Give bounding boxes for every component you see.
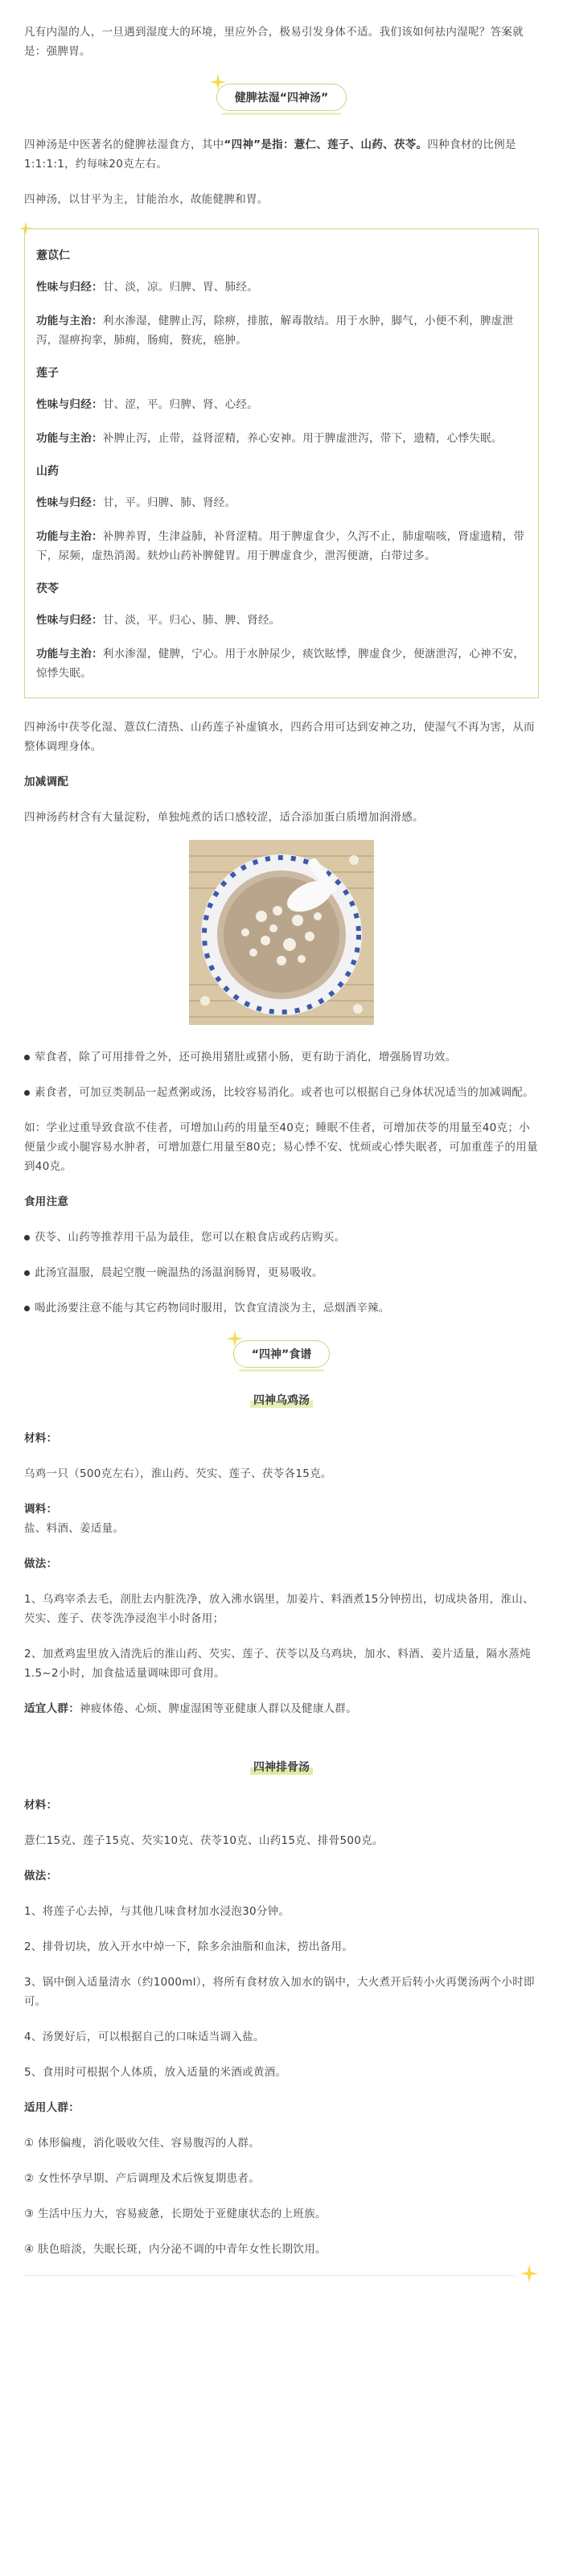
sishen-intro-bold: “四神”是指：薏仁、莲子、山药、茯苓。 [224,138,428,151]
suitable-item: ① 体形偏瘦，消化吸收欠佳、容易腹泻的人群。 [24,2137,260,2150]
section-title-wrap [24,1340,539,1368]
method-step: 4、汤煲好后，可以根据自己的口味适当调入盐。 [24,2031,265,2043]
bullet-item [24,1083,539,1102]
nature-label: 性味与归经： [36,496,103,509]
bullet-item [24,1263,539,1282]
method-step: 1、将莲子心去掉，与其他几味食材加水浸泡30分钟。 [24,1905,290,1918]
bullet-item [24,1047,539,1067]
section-title-capsule [216,84,347,111]
nature-label: 性味与归经： [36,281,103,294]
suitable-label: 适用人群： [24,2101,80,2114]
method-label: 做法： [24,1558,58,1570]
nature-label: 性味与归经： [36,398,103,411]
addition-text: 四神汤药材含有大量淀粉，单独炖煮的话口感较涩，适合添加蛋白质增加润滑感。 [24,811,424,824]
materials-text: 薏仁15克、莲子15克、芡实10克、茯苓10克、山药15克、排骨500克。 [24,1834,384,1847]
method-step: 2、加煮鸡盅里放入清洗后的淮山药、芡实、莲子、茯苓以及乌鸡块，加水、料酒、姜片适量，隔水蒸炖1.5~2小时，加食盐适量调味即可食用。 [24,1648,531,1680]
function-text: 利水渗湿，健脾，宁心。用于水肿尿少，痰饮眩悸，脾虚食少，便溏泄泻，心神不安，惊悸失眠。 [36,648,525,680]
suitable-text: 神疲体倦、心烦、脾虚湿困等亚健康人群以及健康人群。 [80,1702,357,1715]
bullet-dot [24,1270,30,1276]
nature-text: 甘，平。归脾、肺、肾经。 [102,496,236,509]
herb-name: 莲子 [36,367,59,380]
suitable-item: ② 女性怀孕早期、产后调理及术后恢复期患者。 [24,2172,260,2185]
dosage-note: 如：学业过重导致食欲不佳者，可增加山药的用量至40克；睡眠不佳者，可增加茯苓的用量至40克；小便量少或小腿容易水肿者，可增加薏仁用量至80克；易心悸不安、忧烦或心悸失眠者，可加重莲子的用量到40克。 [24,1121,538,1173]
title-underline [222,113,341,115]
sparkle-icon [520,2264,539,2283]
sishen-intro [24,135,539,174]
article [24,0,539,2291]
herb-section [36,247,527,350]
nature-text: 甘、淡，凉。归脾、胃、肺经。 [102,281,259,294]
bullet-item [24,1298,539,1318]
soup-bowl-illustration [189,840,374,1025]
bullet-dot [24,1306,30,1311]
soup-image-wrap [24,840,539,1025]
herb-function [36,527,527,566]
sparkle-icon [226,1330,244,1348]
sishen-p2: 四神汤，以甘平为主，甘能治水，故能健脾和胃。 [24,193,269,206]
bullet-dot [24,1235,30,1241]
herb-nature [36,493,527,512]
suitable-paragraph [24,1699,539,1718]
sishen-intro-suffix: 四种食材的比例是1:1:1:1，约每味20克左右。 [24,138,516,171]
bullet-text: 荤食者，除了可用排骨之外，还可换用猪肚或猪小肠，更有助于消化，增强肠胃功效。 [35,1051,457,1064]
method-label: 做法： [24,1870,58,1883]
method-step: 5、食用时可根据个人体质，放入适量的米酒或黄酒。 [24,2066,287,2079]
nature-text: 甘、涩，平。归脾、肾、心经。 [102,398,259,411]
soup-bowl-photo [189,840,374,1025]
recipe-title: 四神排骨汤 [250,1759,313,1775]
function-label: 功能与主治： [36,530,103,543]
herb-info-box [24,228,539,698]
nature-label: 性味与归经： [36,614,103,627]
function-label: 功能与主治： [36,315,103,327]
bullet-dot [24,1090,30,1096]
sparkle-icon [209,73,227,91]
section-title-capsule [233,1340,330,1368]
function-label: 功能与主治： [36,648,103,660]
suitable-item: ④ 肤色暗淡，失眠长斑，内分泌不调的中青年女性长期饮用。 [24,2243,327,2256]
method-step: 2、排骨切块，放入开水中焯一下，除多余油脂和血沫，捞出备用。 [24,1940,354,1953]
section-title: “四神”食谱 [251,1348,312,1361]
section-title-wrap [24,84,539,111]
herb-nature [36,611,527,630]
herb-name: 山药 [36,465,59,478]
recipe-title: 四神乌鸡汤 [250,1392,313,1408]
herb-section [36,580,527,683]
function-text: 补脾养胃，生津益肺，补肾涩精。用于脾虚食少，久泻不止，肺虚喘咳，肾虚遗精，带下，尿频，虚热消渴。麸炒山药补脾健胃。用于脾虚食少，泄泻便溏，白带过多。 [36,530,525,562]
bullet-text: 喝此汤要注意不能与其它药物同时服用，饮食宜清淡为主，忌烟酒辛辣。 [35,1302,390,1315]
sishen-intro-prefix: 四神汤是中医著名的健脾祛湿食方，其中 [24,138,224,151]
nature-text: 甘、淡，平。归心、肺、脾、肾经。 [102,614,281,627]
bullet-item [24,1228,539,1247]
herb-nature [36,395,527,414]
function-text: 补脾止泻，止带，益肾涩精，养心安神。用于脾虚泄泻，带下，遗精，心悸失眠。 [102,432,503,445]
materials-label: 材料： [24,1799,58,1812]
materials-text: 乌鸡一只（500克左右），淮山药、芡实、莲子、茯苓各15克。 [24,1467,332,1480]
bullet-text: 素食者，可加豆类制品一起煮粥或汤，比较容易消化。或者也可以根据自己身体状况适当的加减调配。 [35,1086,534,1099]
function-text: 利水渗湿，健脾止泻，除痹，排脓，解毒散结。用于水肿，脚气，小便不利，脾虚泄泻，湿痹拘挛，肺痈，肠痈，赘疣，癌肿。 [36,315,514,347]
recipe-title-wrap [24,1392,539,1408]
suitable-label: 适宜人群： [24,1702,80,1715]
herb-section [36,463,527,566]
bullet-text: 此汤宜温服，晨起空腹一碗温热的汤温润肠胃，更易吸收。 [35,1266,323,1279]
function-label: 功能与主治： [36,432,103,445]
suitable-item: ③ 生活中压力大，容易疲惫，长期处于亚健康状态的上班族。 [24,2208,327,2220]
footer-area [24,2259,539,2291]
herb-name: 薏苡仁 [36,249,70,262]
herb-function [36,644,527,683]
method-step: 1、乌鸡宰杀去毛，剖肚去内脏洗净，放入沸水锅里，加姜片、料酒煮15分钟捞出，切成块备用，淮山、芡实、莲子、茯苓洗净浸泡半小时备用； [24,1593,534,1625]
sparkle-icon [18,221,33,236]
materials-label: 材料： [24,1432,58,1445]
footer-divider [24,2275,515,2276]
bullet-text: 茯苓、山药等推荐用干品为最佳，您可以在粮食店或药店购买。 [35,1231,346,1244]
seasoning-text: 盐、料酒、姜适量。 [24,1522,125,1535]
herb-name: 茯苓 [36,582,59,595]
method-step: 3、锅中倒入适量清水（约1000ml），将所有食材放入加水的锅中，大火煮开后转小火再煲汤两个小时即可。 [24,1976,535,2008]
herb-function [36,311,527,350]
bullet-dot [24,1055,30,1060]
addition-heading: 加减调配 [24,776,69,788]
caution-heading: 食用注意 [24,1195,69,1208]
herb-nature [36,278,527,297]
section-title: 健脾祛湿“四神汤” [234,92,329,105]
seasoning-label: 调料： [24,1503,58,1516]
after-box-paragraph: 四神汤中茯苓化湿、薏苡仁清热、山药莲子补虚镇水，四药合用可达到安神之功，使湿气不再为害，从而整体调理身体。 [24,721,535,753]
intro-paragraph: 凡有内湿的人，一旦遇到湿度大的环境，里应外合，极易引发身体不适。我们该如何祛内湿呢？答案就是：强脾胃。 [24,26,524,58]
herb-section [36,364,527,448]
recipe-title-wrap [24,1759,539,1775]
title-underline [239,1369,324,1372]
herb-function [36,429,527,448]
